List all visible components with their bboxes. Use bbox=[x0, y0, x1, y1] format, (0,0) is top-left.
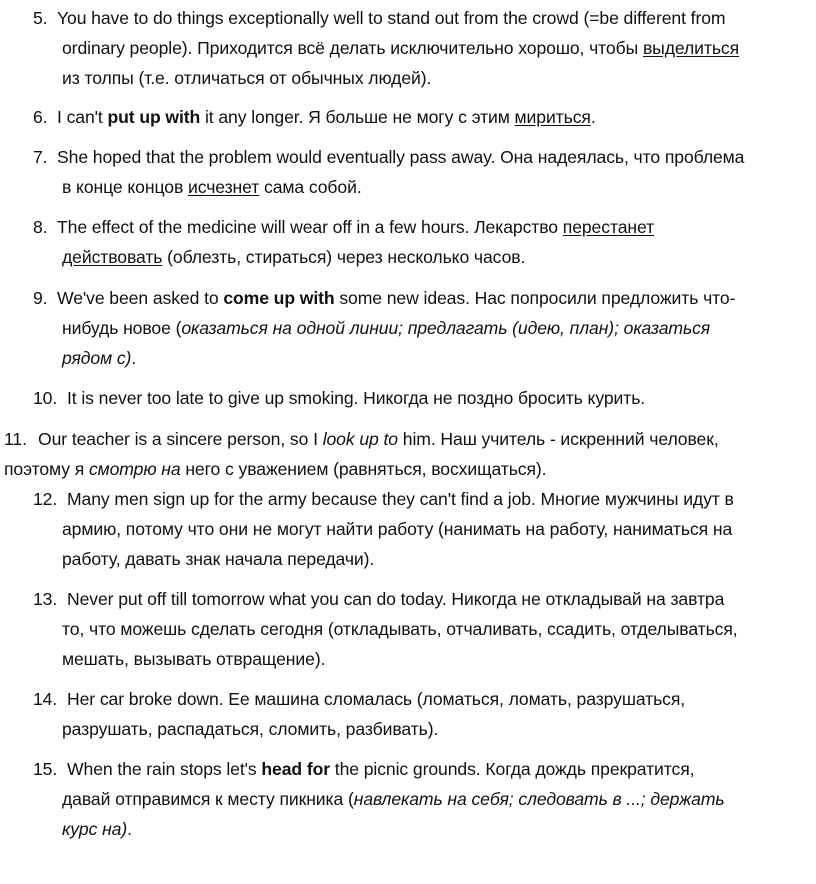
phrasal-verb: come up with bbox=[223, 288, 335, 308]
item-text-line bbox=[67, 684, 685, 714]
italic-text: look up to bbox=[322, 429, 398, 449]
item-number: 9. bbox=[33, 288, 48, 308]
text-segment: Her car broke down. Ее машина сломалась (ломаться, ломать, разрушаться, bbox=[67, 689, 686, 709]
text-segment: When the rain stops let's bbox=[67, 759, 262, 779]
text-segment: the picnic grounds. Когда дождь прекратится, bbox=[330, 759, 695, 779]
item-number: 11. bbox=[4, 429, 27, 449]
text-segment: It is never too late to give up smoking. Никогда не поздно бросить курить. bbox=[67, 388, 646, 408]
item-text-line bbox=[62, 514, 732, 544]
item-text-line bbox=[62, 544, 374, 574]
translation-highlight: перестанет bbox=[562, 217, 655, 237]
italic-text: оказаться на одной линии; предлагать (идею, план); оказаться bbox=[181, 318, 711, 338]
text-segment: Our teacher is a sincere person, so I bbox=[38, 429, 323, 449]
item-text-line bbox=[62, 814, 132, 844]
text-segment: . bbox=[131, 348, 137, 368]
text-segment: него с уважением (равняться, восхищаться). bbox=[180, 459, 547, 479]
text-segment: him. Наш учитель - искренний человек, bbox=[397, 429, 719, 449]
item-text-line bbox=[62, 343, 136, 373]
text-segment: разрушать, распадаться, сломить, разбивать). bbox=[62, 719, 439, 739]
text-segment: Many men sign up for the army because they can't find a job. Многие мужчины идут в bbox=[67, 489, 734, 509]
text-segment: нибудь новое ( bbox=[62, 318, 182, 338]
item-text-line bbox=[62, 242, 525, 272]
text-segment: some new ideas. Нас попросили предложить что- bbox=[334, 288, 736, 308]
item-number: 15. bbox=[33, 759, 58, 779]
item-text-line bbox=[62, 714, 438, 744]
text-segment: из толпы (т.е. отличаться от обычных людей). bbox=[62, 68, 432, 88]
phrasal-verb: put up with bbox=[107, 107, 201, 127]
item-text-line bbox=[57, 3, 725, 33]
translation-highlight: мириться bbox=[514, 107, 591, 127]
text-segment: Never put off till tomorrow what you can do today. Никогда не откладывай на завтра bbox=[67, 589, 725, 609]
text-segment: то, что можешь сделать сегодня (откладывать, отчаливать, ссадить, отделываться, bbox=[62, 619, 738, 639]
text-segment: We've been asked to bbox=[57, 288, 224, 308]
item-number: 10. bbox=[33, 388, 58, 408]
text-segment: it any longer. Я больше не могу с этим bbox=[200, 107, 515, 127]
text-segment: . bbox=[127, 819, 132, 839]
item-text-line bbox=[57, 142, 744, 172]
italic-text: курс на) bbox=[62, 819, 128, 839]
italic-text: навлекать на себя; следовать в ...; держать bbox=[353, 789, 725, 809]
item-text-line bbox=[62, 614, 738, 644]
item-text-line bbox=[62, 644, 325, 674]
italic-text: рядом с) bbox=[62, 348, 132, 368]
item-text-line bbox=[57, 102, 596, 132]
item-number: 6. bbox=[33, 107, 48, 127]
item-text-line bbox=[62, 63, 431, 93]
item-text-line bbox=[57, 212, 654, 242]
item-text-line bbox=[62, 33, 739, 63]
translation-highlight: действовать bbox=[62, 247, 163, 267]
text-segment: She hoped that the problem would eventually pass away. Она надеялась, что проблема bbox=[57, 147, 745, 167]
text-segment: The effect of the medicine will wear off in a few hours. Лекарство bbox=[57, 217, 563, 237]
text-segment: I can't bbox=[57, 107, 108, 127]
text-segment: ordinary people). Приходится всё делать исключительно хорошо, чтобы bbox=[62, 38, 643, 58]
item-number: 7. bbox=[33, 147, 48, 167]
text-segment: давай отправимся к месту пикника ( bbox=[62, 789, 354, 809]
item-number: 13. bbox=[33, 589, 58, 609]
text-segment: . bbox=[590, 107, 596, 127]
item-number: 5. bbox=[33, 8, 48, 28]
text-segment: (облезть, стираться) через несколько часов. bbox=[162, 247, 526, 267]
text-segment: работу, давать знак начала передачи). bbox=[62, 549, 375, 569]
item-number: 14. bbox=[33, 689, 58, 709]
text-segment: сама собой. bbox=[259, 177, 362, 197]
item-text-line bbox=[57, 283, 735, 313]
text-segment: мешать, вызывать отвращение). bbox=[62, 649, 326, 669]
item-text-line bbox=[67, 584, 724, 614]
item-text-line bbox=[62, 784, 725, 814]
item-text-line bbox=[38, 424, 719, 454]
text-segment: армию, потому что они не могут найти работу (нанимать на работу, наниматься на bbox=[62, 519, 733, 539]
phrasal-verb: head for bbox=[261, 759, 330, 779]
item-text-line bbox=[4, 454, 546, 484]
item-number: 8. bbox=[33, 217, 48, 237]
italic-text: смотрю на bbox=[88, 459, 181, 479]
item-text-line bbox=[67, 383, 645, 413]
item-text-line bbox=[62, 172, 362, 202]
text-segment: поэтому я bbox=[4, 459, 89, 479]
item-text-line bbox=[67, 754, 694, 784]
item-text-line bbox=[67, 484, 734, 514]
translation-highlight: выделиться bbox=[642, 38, 740, 58]
translation-highlight: исчезнет bbox=[187, 177, 260, 197]
text-segment: You have to do things exceptionally well to stand out from the crowd (=be different from bbox=[57, 8, 726, 28]
item-text-line bbox=[62, 313, 710, 343]
text-segment: в конце концов bbox=[62, 177, 188, 197]
item-number: 12. bbox=[33, 489, 58, 509]
